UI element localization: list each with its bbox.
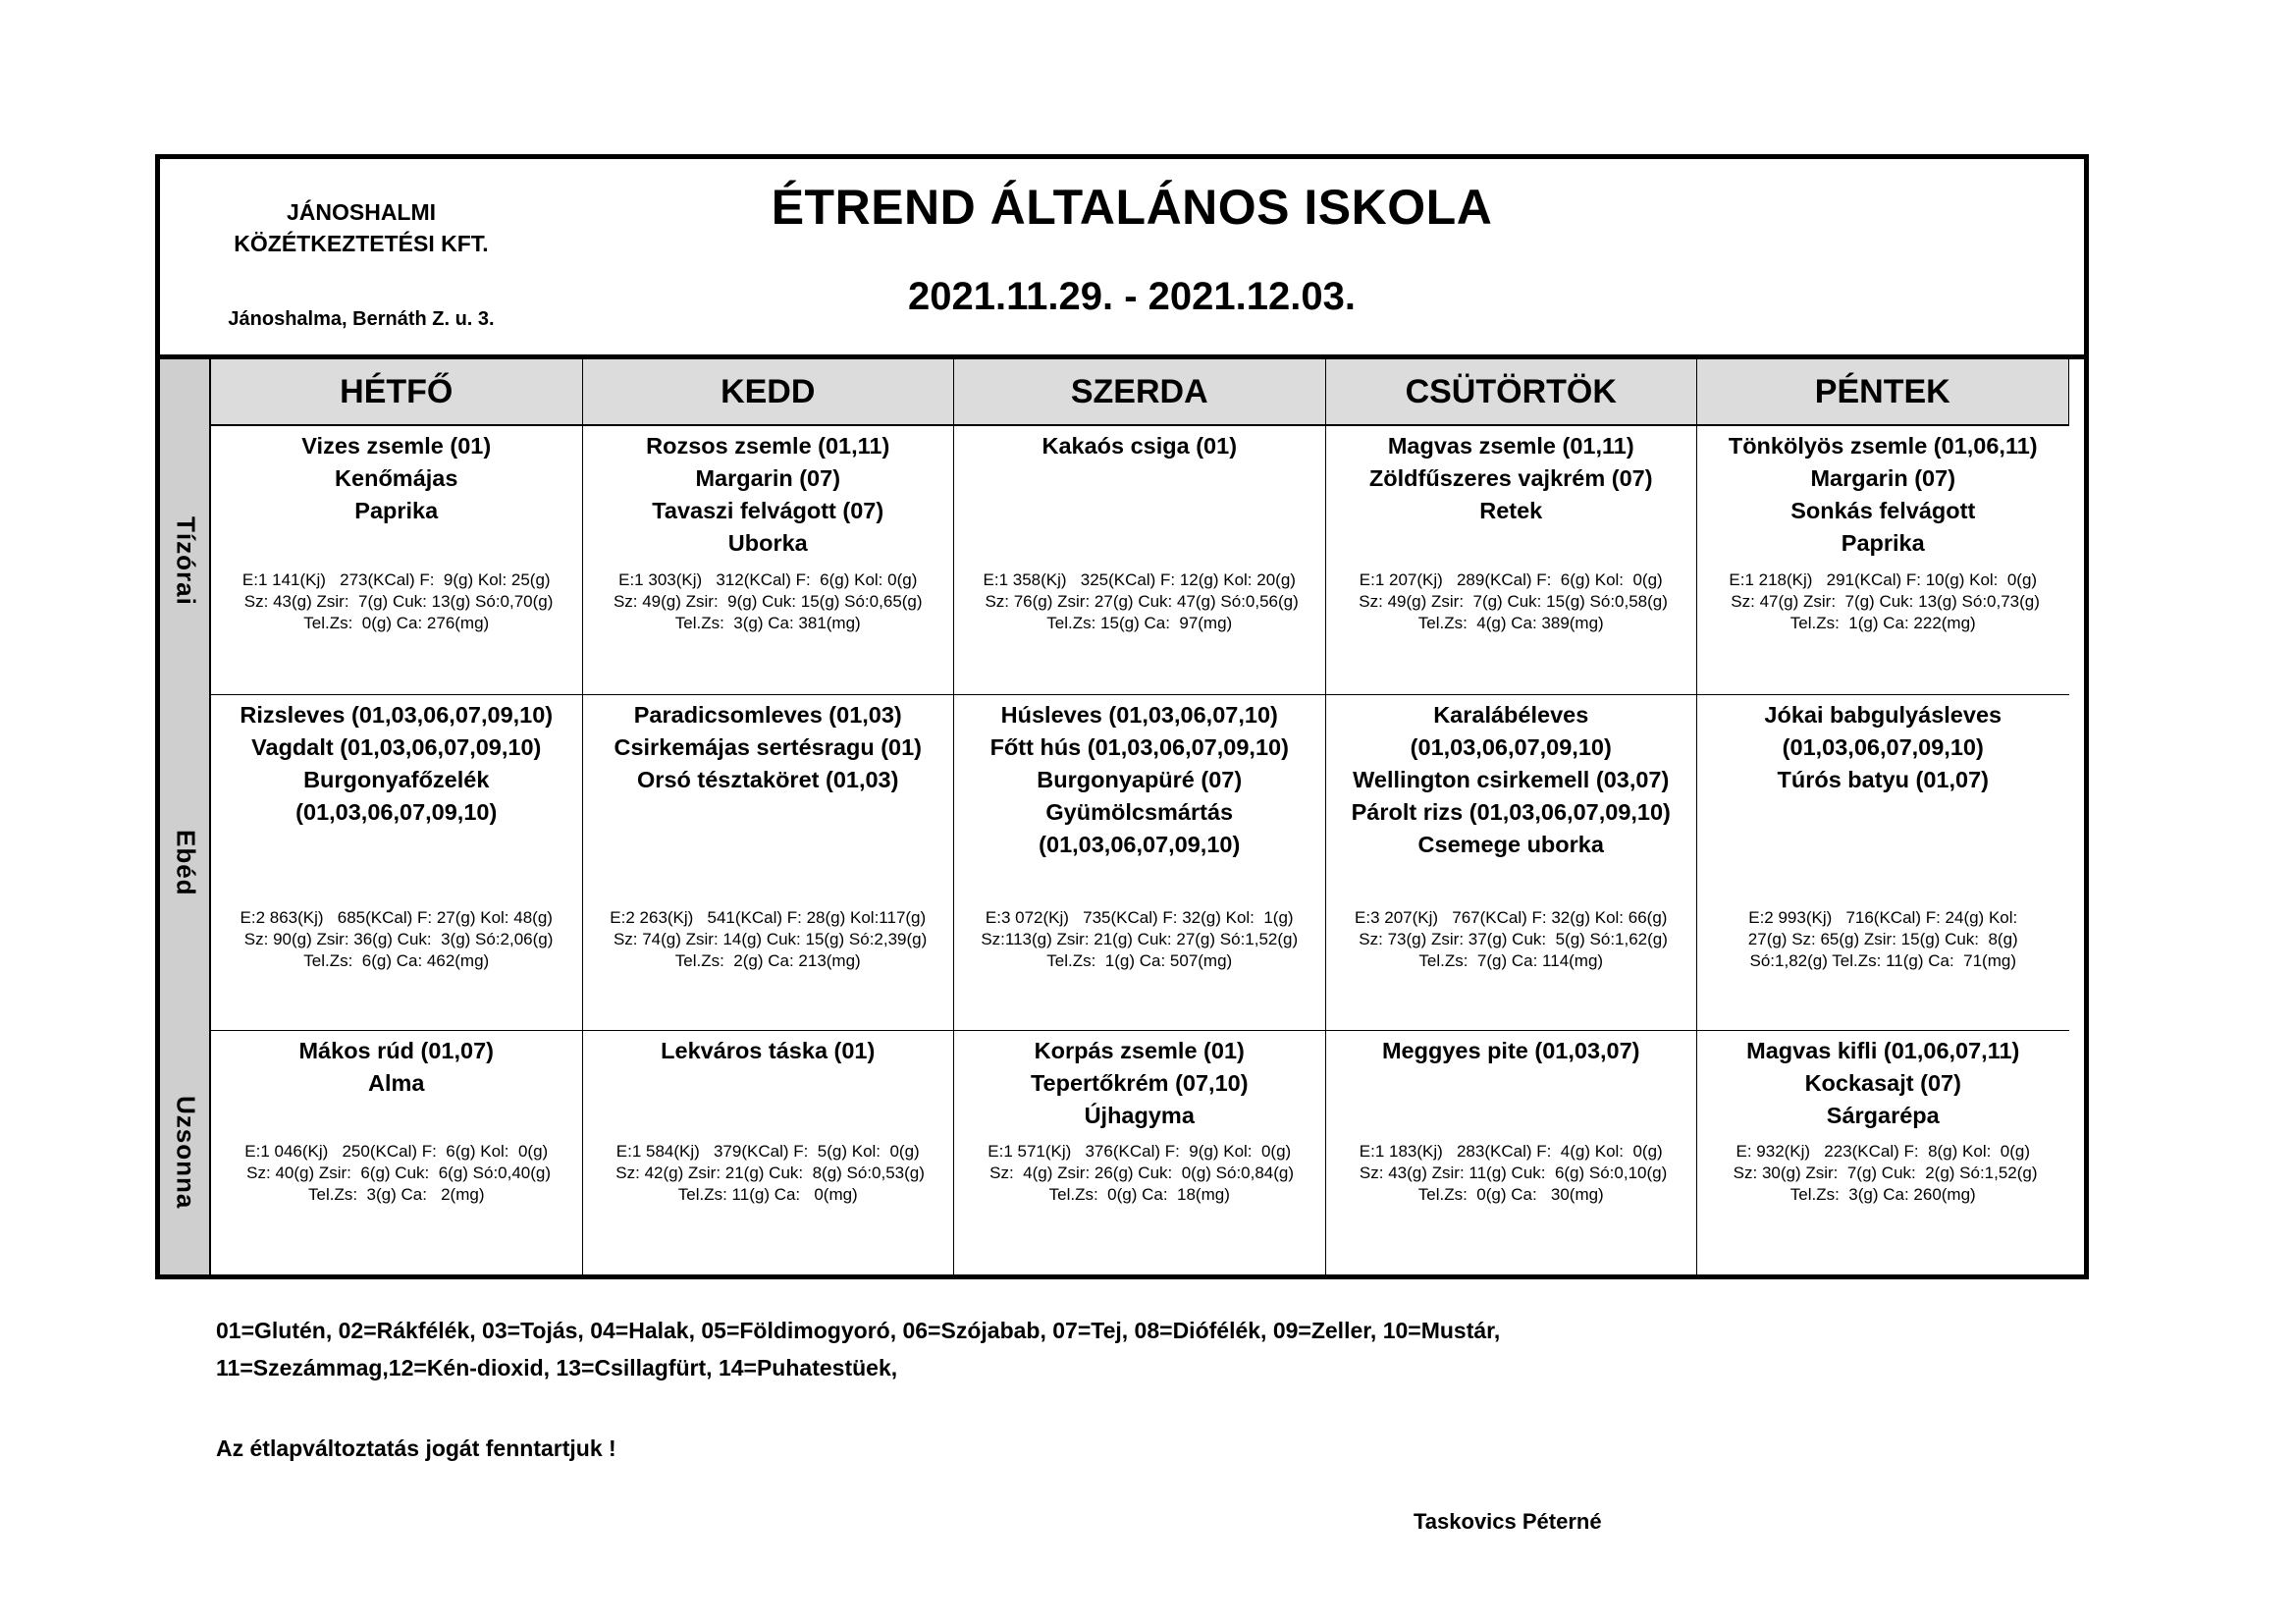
dish-list: [1697, 426, 2069, 560]
dish-item: (01,03,06,07,09,10): [1039, 832, 1241, 857]
dish-item: Túrós batyu (01,07): [1777, 767, 1989, 792]
nutrition-info: [1697, 1141, 2069, 1206]
nutrition-line: Tel.Zs: 6(g) Ca: 462(mg): [303, 951, 490, 970]
dish-list: [1697, 695, 2069, 796]
day-header: PÉNTEK: [1697, 359, 2069, 426]
dish-item: Paradicsomleves (01,03): [633, 702, 902, 728]
dish-list: [583, 695, 954, 796]
day-header: SZERDA: [954, 359, 1326, 426]
nutrition-info: [954, 569, 1325, 634]
day-header: CSÜTÖRTÖK: [1326, 359, 1698, 426]
menu-grid: [160, 359, 2084, 1274]
nutrition-info: [583, 569, 954, 634]
nutrition-line: Tel.Zs: 7(g) Ca: 114(mg): [1418, 951, 1604, 970]
nutrition-info: [1326, 569, 1697, 634]
dish-item: Burgonyafőzelék: [303, 767, 490, 792]
allergen-legend: [216, 1312, 1500, 1386]
nutrition-info: [1697, 569, 2069, 634]
menu-cell: [583, 1031, 955, 1274]
nutrition-line: Sz: 49(g) Zsir: 7(g) Cuk: 15(g) Só:0,58(g): [1354, 592, 1668, 611]
nutrition-line: Tel.Zs: 0(g) Ca: 276(mg): [303, 614, 490, 632]
nutrition-line: E:2 263(Kj) 541(KCal) F: 28(g) Kol:117(g): [610, 908, 927, 927]
dish-item: Paprika: [354, 498, 439, 523]
menu-cell: [1697, 695, 2069, 1031]
menu-cell: [1326, 695, 1698, 1031]
org-line-2: KÖZÉTKEZTETÉSI KFT.: [234, 231, 489, 256]
organization-address: Jánoshalma, Bernáth Z. u. 3.: [228, 308, 495, 330]
nutrition-line: E:1 046(Kj) 250(KCal) F: 6(g) Kol: 0(g): [244, 1142, 549, 1161]
date-range: 2021.11.29. - 2021.12.03.: [908, 275, 1356, 318]
nutrition-line: Sz: 42(g) Zsir: 21(g) Cuk: 8(g) Só:0,53(g): [611, 1164, 925, 1182]
menu-cell: [1326, 426, 1698, 695]
dish-item: Orsó tésztaköret (01,03): [637, 767, 899, 792]
nutrition-info: [1326, 907, 1697, 972]
dish-list: [1697, 1031, 2069, 1132]
nutrition-line: Sz: 49(g) Zsir: 9(g) Cuk: 15(g) Só:0,65(g): [613, 592, 923, 611]
menu-cell: [1326, 1031, 1698, 1274]
nutrition-info: [583, 1141, 954, 1206]
nutrition-line: Sz: 43(g) Zsir: 11(g) Cuk: 6(g) Só:0,10(g): [1355, 1164, 1668, 1182]
dish-list: [1326, 695, 1697, 861]
nutrition-info: [1697, 907, 2069, 972]
nutrition-line: E: 932(Kj) 223(KCal) F: 8(g) Kol: 0(g): [1735, 1142, 2030, 1161]
meal-label: [160, 695, 211, 1031]
nutrition-line: E:2 863(Kj) 685(KCal) F: 27(g) Kol: 48(g): [240, 908, 553, 927]
dish-list: [1326, 1031, 1697, 1067]
dish-item: Wellington csirkemell (03,07): [1353, 767, 1670, 792]
nutrition-info: [1326, 1141, 1697, 1206]
dish-item: Meggyes pite (01,03,07): [1381, 1038, 1640, 1063]
dish-item: Tepertőkrém (07,10): [1030, 1070, 1249, 1096]
dish-list: [211, 695, 582, 829]
menu-cell: [211, 695, 583, 1031]
dish-item: Rizsleves (01,03,06,07,09,10): [240, 702, 554, 728]
dish-item: Sárgarépa: [1826, 1103, 1940, 1128]
nutrition-info: [954, 907, 1325, 972]
nutrition-line: E:1 303(Kj) 312(KCal) F: 6(g) Kol: 0(g): [618, 570, 918, 589]
dish-item: Retek: [1479, 498, 1543, 523]
dish-item: Sonkás felvágott: [1790, 498, 1976, 523]
dish-item: Tavaszi felvágott (07): [652, 498, 884, 523]
dish-item: Vizes zsemle (01): [301, 433, 492, 459]
meal-label-text: Tízórai: [171, 515, 201, 606]
nutrition-line: Só:1,82(g) Tel.Zs: 11(g) Ca: 71(mg): [1749, 951, 2016, 970]
dish-item: Paprika: [1841, 530, 1925, 556]
dish-item: (01,03,06,07,09,10): [1410, 734, 1612, 760]
dish-item: (01,03,06,07,09,10): [1782, 734, 1984, 760]
nutrition-line: Tel.Zs: 11(g) Ca: 0(mg): [677, 1185, 858, 1204]
nutrition-line: E:1 141(Kj) 273(KCal) F: 9(g) Kol: 25(g): [241, 570, 551, 589]
menu-cell: [954, 426, 1326, 695]
menu-cell: [583, 695, 955, 1031]
dish-item: Főtt hús (01,03,06,07,09,10): [989, 734, 1289, 760]
dish-item: Tönkölyös zsemle (01,06,11): [1728, 433, 2038, 459]
dish-list: [583, 426, 954, 560]
dish-item: Magvas zsemle (01,11): [1387, 433, 1634, 459]
nutrition-line: Tel.Zs: 2(g) Ca: 213(mg): [674, 951, 861, 970]
nutrition-line: Tel.Zs: 1(g) Ca: 222(mg): [1789, 614, 1976, 632]
menu-cell: [583, 426, 955, 695]
nutrition-line: Tel.Zs: 0(g) Ca: 30(mg): [1417, 1185, 1604, 1204]
nutrition-line: Tel.Zs: 0(g) Ca: 18(mg): [1048, 1185, 1230, 1204]
menu-cell: [1697, 426, 2069, 695]
nutrition-line: Tel.Zs: 1(g) Ca: 507(mg): [1046, 951, 1233, 970]
nutrition-line: 27(g) Sz: 65(g) Zsir: 15(g) Cuk: 8(g): [1747, 930, 2018, 948]
dish-item: Csemege uborka: [1417, 832, 1604, 857]
nutrition-line: Sz: 73(g) Zsir: 37(g) Cuk: 5(g) Só:1,62(g): [1354, 930, 1668, 948]
dish-item: Rozsos zsemle (01,11): [646, 433, 890, 459]
dish-item: Kenőmájas: [335, 465, 458, 491]
legend-line-2: 11=Szezámmag,12=Kén-dioxid, 13=Csillagfürt, 14=Puhatestüek,: [216, 1355, 898, 1380]
signer-name: Taskovics Péterné: [1414, 1509, 1602, 1534]
nutrition-line: Sz: 4(g) Zsir: 26(g) Cuk: 0(g) Só:0,84(g): [985, 1164, 1295, 1182]
meal-label-text: Ebéd: [171, 830, 201, 896]
nutrition-line: Sz: 47(g) Zsir: 7(g) Cuk: 13(g) Só:0,73(g): [1726, 592, 2040, 611]
organization-name: [219, 196, 504, 259]
dish-item: Korpás zsemle (01): [1034, 1038, 1245, 1063]
dish-item: Jókai babgulyásleves: [1764, 702, 2002, 728]
nutrition-line: E:1 218(Kj) 291(KCal) F: 10(g) Kol: 0(g): [1729, 570, 2038, 589]
nutrition-line: Tel.Zs: 3(g) Ca: 2(mg): [308, 1185, 485, 1204]
nutrition-line: Sz: 30(g) Zsir: 7(g) Cuk: 2(g) Só:1,52(g): [1728, 1164, 2038, 1182]
dish-item: Csirkemájas sertésragu (01): [614, 734, 922, 760]
dish-item: Karalábéleves: [1433, 702, 1589, 728]
dish-item: Gyümölcsmártás: [1045, 799, 1234, 825]
nutrition-line: Sz: 43(g) Zsir: 7(g) Cuk: 13(g) Só:0,70(g): [240, 592, 554, 611]
dish-list: [954, 695, 1325, 861]
menu-table: [155, 154, 2089, 1279]
dish-item: Lekváros táska (01): [661, 1038, 876, 1063]
change-notice: Az étlapváltoztatás jogát fenntartjuk !: [216, 1435, 616, 1461]
dish-item: Alma: [368, 1070, 425, 1096]
menu-cell: [954, 1031, 1326, 1274]
menu-cell: [1697, 1031, 2069, 1274]
dish-item: Párolt rizs (01,03,06,07,09,10): [1351, 799, 1671, 825]
dish-item: Újhagyma: [1084, 1103, 1195, 1128]
nutrition-line: Tel.Zs: 3(g) Ca: 260(mg): [1789, 1185, 1976, 1204]
meal-label: [160, 426, 211, 695]
nutrition-info: [954, 1141, 1325, 1206]
nutrition-info: [211, 907, 582, 972]
nutrition-line: E:3 072(Kj) 735(KCal) F: 32(g) Kol: 1(g): [985, 908, 1294, 927]
nutrition-info: [583, 907, 954, 972]
dish-item: Margarin (07): [695, 465, 841, 491]
dish-list: [211, 426, 582, 527]
meal-label-text: Uzsonna: [171, 1096, 201, 1210]
nutrition-line: Sz: 40(g) Zsir: 6(g) Cuk: 6(g) Só:0,40(g): [241, 1164, 552, 1182]
nutrition-line: Tel.Zs: 4(g) Ca: 389(mg): [1417, 614, 1604, 632]
menu-cell: [211, 1031, 583, 1274]
nutrition-line: Sz: 76(g) Zsir: 27(g) Cuk: 47(g) Só:0,56(g): [980, 592, 1299, 611]
dish-item: Margarin (07): [1810, 465, 1956, 491]
nutrition-line: Tel.Zs: 15(g) Ca: 97(mg): [1046, 614, 1233, 632]
nutrition-line: Sz: 90(g) Zsir: 36(g) Cuk: 3(g) Só:2,06(g): [240, 930, 554, 948]
nutrition-line: Tel.Zs: 3(g) Ca: 381(mg): [674, 614, 861, 632]
dish-list: [583, 1031, 954, 1067]
nutrition-info: [211, 569, 582, 634]
nutrition-line: E:1 571(Kj) 376(KCal) F: 9(g) Kol: 0(g): [988, 1142, 1292, 1161]
legend-line-1: 01=Glutén, 02=Rákfélék, 03=Tojás, 04=Halak, 05=Földimogyoró, 06=Szójabab, 07=Tej, 08=Diófélék, 09=Zeller, 10=Mustár,: [216, 1318, 1501, 1343]
day-header: HÉTFŐ: [211, 359, 583, 426]
nutrition-line: Sz:113(g) Zsir: 21(g) Cuk: 27(g) Só:1,52(g): [981, 930, 1299, 948]
nutrition-line: E:1 358(Kj) 325(KCal) F: 12(g) Kol: 20(g): [983, 570, 1296, 589]
nutrition-line: E:1 584(Kj) 379(KCal) F: 5(g) Kol: 0(g): [615, 1142, 920, 1161]
day-header: KEDD: [583, 359, 955, 426]
dish-item: Burgonyapüré (07): [1037, 767, 1243, 792]
dish-item: Zöldfűszeres vajkrém (07): [1368, 465, 1653, 491]
dish-item: Kakaós csiga (01): [1041, 433, 1238, 459]
org-line-1: JÁNOSHALMI: [286, 199, 437, 225]
dish-item: Mákos rúd (01,07): [298, 1038, 494, 1063]
dish-item: (01,03,06,07,09,10): [295, 799, 498, 825]
dish-item: Húsleves (01,03,06,07,10): [1000, 702, 1278, 728]
dish-item: Magvas kifli (01,06,07,11): [1746, 1038, 2020, 1063]
meal-label: [160, 1031, 211, 1274]
dish-list: [954, 426, 1325, 462]
nutrition-line: E:3 207(Kj) 767(KCal) F: 32(g) Kol: 66(g): [1355, 908, 1668, 927]
dish-item: Vagdalt (01,03,06,07,09,10): [251, 734, 542, 760]
nutrition-line: Sz: 74(g) Zsir: 14(g) Cuk: 15(g) Só:2,39(g): [609, 930, 928, 948]
menu-cell: [211, 426, 583, 695]
nutrition-line: E:1 207(Kj) 289(KCal) F: 6(g) Kol: 0(g): [1359, 570, 1663, 589]
menu-cell: [954, 695, 1326, 1031]
dish-list: [211, 1031, 582, 1100]
nutrition-info: [211, 1141, 582, 1206]
dish-item: Uborka: [727, 530, 808, 556]
dish-list: [954, 1031, 1325, 1132]
dish-list: [1326, 426, 1697, 527]
dish-item: Kockasajt (07): [1804, 1070, 1961, 1096]
menu-header: [160, 159, 2084, 359]
nutrition-line: E:2 993(Kj) 716(KCal) F: 24(g) Kol:: [1748, 908, 2018, 927]
nutrition-line: E:1 183(Kj) 283(KCal) F: 4(g) Kol: 0(g): [1359, 1142, 1663, 1161]
page-title: ÉTREND ÁLTALÁNOS ISKOLA: [771, 180, 1493, 235]
